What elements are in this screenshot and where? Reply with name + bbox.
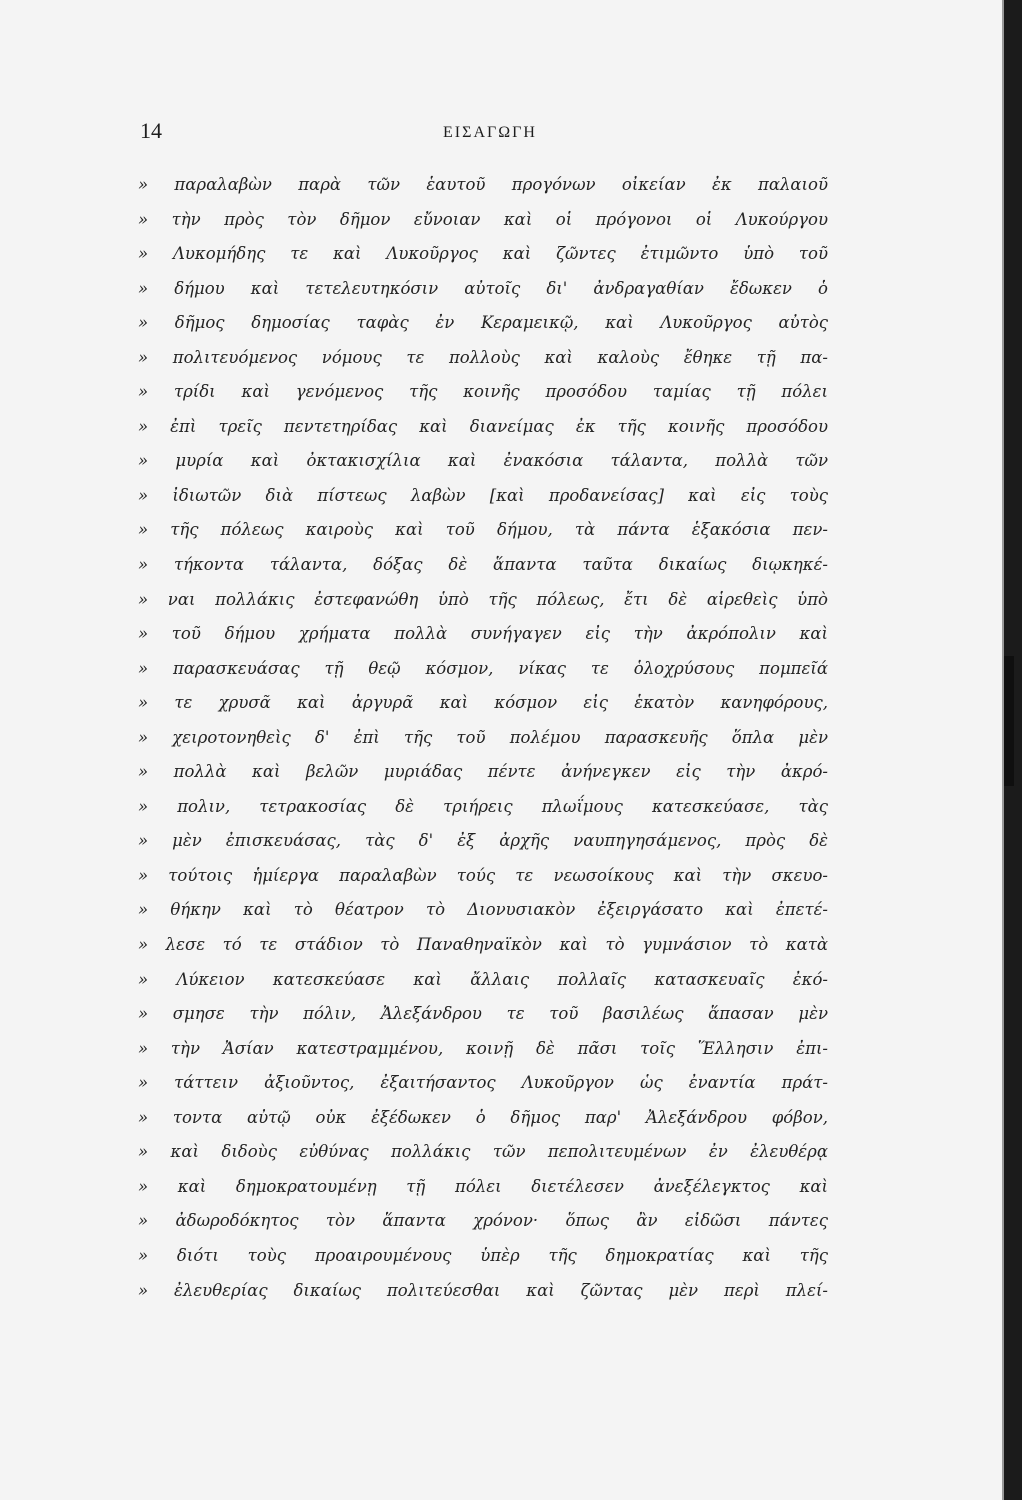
text-line: » τοντα αὐτῷ οὐκ ἐξέδωκεν ὁ δῆμος παρ' Ἀλεξάνδρου φόβον, bbox=[138, 1107, 828, 1127]
text-line: » μὲν ἐπισκευάσας, τὰς δ' ἐξ ἀρχῆς ναυπηγησάμενος, πρὸς δὲ bbox=[138, 831, 828, 851]
text-line: » Λυκομήδης τε καὶ Λυκοῦργος καὶ ζῶντες ἐτιμῶντο ὑπὸ τοῦ bbox=[138, 244, 828, 264]
text-line: » καὶ δημοκρατουμένῃ τῇ πόλει διετέλεσεν ἀνεξέλεγκτος καὶ bbox=[138, 1176, 828, 1196]
text-line: » ἰδιωτῶν διὰ πίστεως λαβὼν [καὶ προδανείσας] καὶ εἰς τοὺς bbox=[138, 485, 828, 505]
text-line: » παραλαβὼν παρὰ τῶν ἑαυτοῦ προγόνων οἰκείαν ἐκ παλαιοῦ bbox=[138, 175, 828, 194]
body-text bbox=[138, 168, 828, 1308]
text-line: » μυρία καὶ ὀκτακισχίλια καὶ ἐνακόσια τάλαντα, πολλὰ τῶν bbox=[138, 451, 828, 471]
text-line: » λεσε τό τε στάδιον τὸ Παναθηναϊκὸν καὶ τὸ γυμνάσιον τὸ κατὰ bbox=[138, 935, 828, 955]
text-line: » πολιν, τετρακοσίας δὲ τριήρεις πλωΐμους κατεσκεύασε, τὰς bbox=[138, 796, 828, 816]
text-line: » ἀδωροδόκητος τὸν ἅπαντα χρόνον· ὅπως ἂν εἰδῶσι πάντες bbox=[138, 1211, 828, 1231]
text-line: » τούτοις ἡμίεργα παραλαβὼν τούς τε νεωσοίκους καὶ τὴν σκευο- bbox=[138, 865, 828, 885]
text-line: » δήμου καὶ τετελευτηκόσιν αὐτοῖς δι' ἀνδραγαθίαν ἔδωκεν ὁ bbox=[138, 278, 828, 298]
text-line: » τοῦ δήμου χρήματα πολλὰ συνήγαγεν εἰς τὴν ἀκρόπολιν καὶ bbox=[138, 624, 828, 644]
text-line: » τῆς πόλεως καιροὺς καὶ τοῦ δήμου, τὰ πάντα ἑξακόσια πεν- bbox=[138, 520, 828, 540]
text-line: » Λύκειον κατεσκεύασε καὶ ἄλλαις πολλαῖς κατασκευαῖς ἐκό- bbox=[138, 969, 828, 989]
text-line: » θήκην καὶ τὸ θέατρον τὸ Διονυσιακὸν ἐξειργάσατο καὶ ἐπετέ- bbox=[138, 900, 828, 920]
page-number: 14 bbox=[140, 118, 162, 143]
text-line: » παρασκευάσας τῇ θεῷ κόσμον, νίκας τε ὁλοχρύσους πομπεῖά bbox=[138, 658, 828, 678]
text-line: » ἐπὶ τρεῖς πεντετηρίδας καὶ διανείμας ἐκ τῆς κοινῆς προσόδου bbox=[138, 416, 828, 436]
text-line: » πολιτευόμενος νόμους τε πολλοὺς καὶ καλοὺς ἔθηκε τῇ πα- bbox=[138, 347, 828, 367]
text-line: » ἐλευθερίας δικαίως πολιτεύεσθαι καὶ ζῶντας μὲν περὶ πλεί- bbox=[138, 1280, 828, 1300]
text-line: » τρίδι καὶ γενόμενος τῆς κοινῆς προσόδου ταμίας τῇ πόλει bbox=[138, 382, 828, 402]
text-line: » δῆμος δημοσίας ταφὰς ἐν Κεραμεικῷ, καὶ Λυκοῦργος αὐτὸς bbox=[138, 313, 828, 333]
text-line: » τὴν πρὸς τὸν δῆμον εὔνοιαν καὶ οἱ πρόγονοι οἱ Λυκούργου bbox=[138, 209, 828, 229]
text-line: » ναι πολλάκις ἐστεφανώθη ὑπὸ τῆς πόλεως, ἔτι δὲ αἱρεθεὶς ὑπὸ bbox=[138, 589, 828, 609]
text-line: » τε χρυσᾶ καὶ ἀργυρᾶ καὶ κόσμον εἰς ἑκατὸν κανηφόρους, bbox=[138, 693, 828, 713]
running-head bbox=[140, 118, 840, 148]
page-edge-shadow bbox=[1004, 656, 1014, 786]
text-line: » χειροτονηθεὶς δ' ἐπὶ τῆς τοῦ πολέμου παρασκευῆς ὅπλα μὲν bbox=[138, 727, 828, 747]
chapter-title: ΕΙΣΑΓΩΓΗ bbox=[443, 124, 537, 141]
text-line: » καὶ διδοὺς εὐθύνας πολλάκις τῶν πεπολιτευμένων ἐν ἐλευθέρᾳ bbox=[138, 1142, 828, 1162]
text-line: » πολλὰ καὶ βελῶν μυριάδας πέντε ἀνήνεγκεν εἰς τὴν ἀκρό- bbox=[138, 762, 828, 782]
text-line: » τὴν Ἀσίαν κατεστραμμένου, κοινῇ δὲ πᾶσι τοῖς Ἕλλησιν ἐπι- bbox=[138, 1038, 828, 1058]
text-line: » τήκοντα τάλαντα, δόξας δὲ ἅπαντα ταῦτα δικαίως διῳκηκέ- bbox=[138, 555, 828, 575]
text-line: » διότι τοὺς προαιρουμένους ὑπὲρ τῆς δημοκρατίας καὶ τῆς bbox=[138, 1245, 828, 1265]
text-line: » σμησε τὴν πόλιν, Ἀλεξάνδρου τε τοῦ βασιλέως ἅπασαν μὲν bbox=[138, 1004, 828, 1024]
text-line: » τάττειν ἀξιοῦντος, ἐξαιτήσαντος Λυκοῦργον ὡς ἐναντία πράτ- bbox=[138, 1073, 828, 1093]
